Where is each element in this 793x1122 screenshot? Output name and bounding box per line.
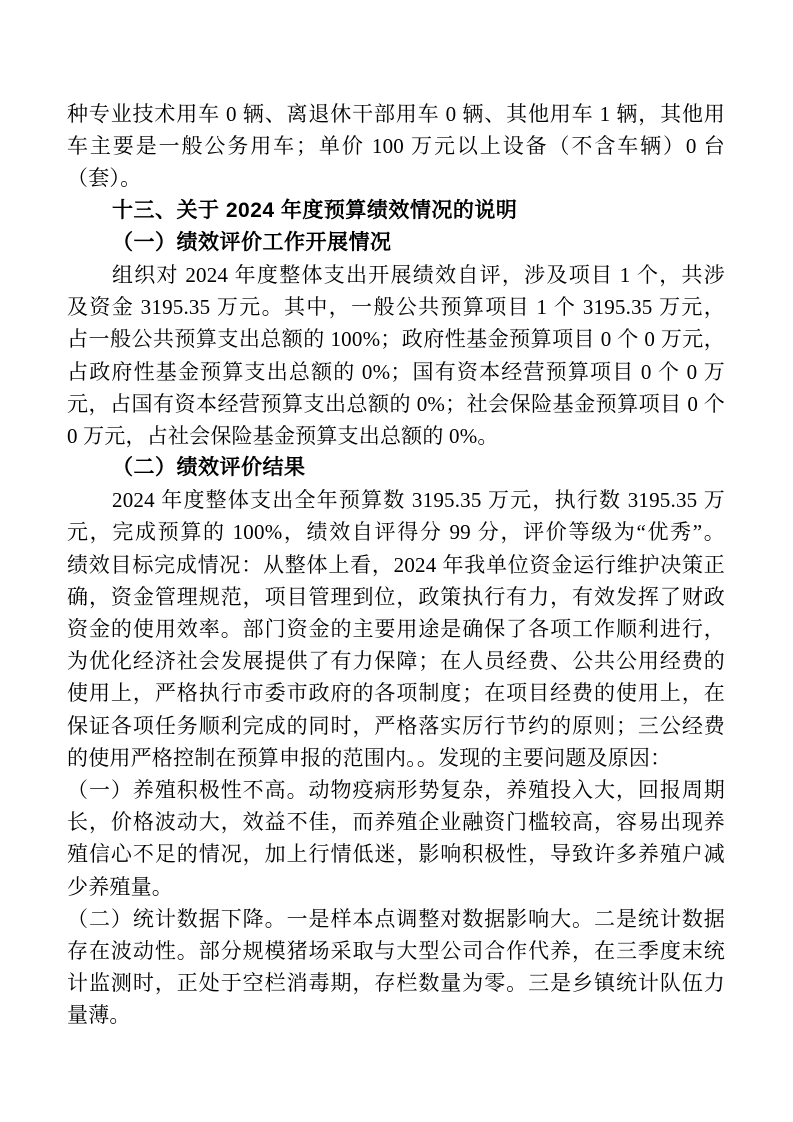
text-line: （一）养殖积极性不高。动物疫病形势复杂，养殖投入大，回报周期 — [67, 777, 725, 802]
text-line: 元，占国有资本经营预算支出总额的 0%；社会保险基金预算项目 0 个 — [67, 391, 725, 416]
text-line: 少养殖量。 — [67, 874, 173, 899]
text-line: 种专业技术用车 0 辆、离退休干部用车 0 辆、其他用车 1 辆，其他用 — [67, 102, 725, 126]
text-line: 保证各项任务顺利完成的同时，严格落实厉行节约的原则；三公经费 — [67, 713, 725, 738]
text-line: 长，价格波动大，效益不佳，而养殖企业融资门槛较高，容易出现养 — [67, 810, 725, 835]
text-line: 0 万元，占社会保险基金预算支出总额的 0%。 — [67, 423, 499, 448]
text-line: 为优化经济社会发展提供了有力保障；在人员经费、公共公用经费的 — [67, 649, 725, 674]
text-line: 占一般公共预算支出总额的 100%；政府性基金预算项目 0 个 0 万元， — [67, 327, 725, 352]
heading-line: 十三、关于 2024 年度预算绩效情况的说明 — [112, 198, 518, 222]
text-block — [67, 98, 725, 1031]
text-line: 确，资金管理规范，项目管理到位，政策执行有力，有效发挥了财政 — [67, 584, 725, 609]
text-line: 占政府性基金预算支出总额的 0%；国有资本经营预算项目 0 个 0 万 — [67, 359, 725, 384]
text-line: 量薄。 — [67, 1003, 131, 1028]
text-line: 组织对 2024 年度整体支出开展绩效自评，涉及项目 1 个，共涉 — [112, 262, 725, 287]
text-line: 使用上，严格执行市委市政府的各项制度；在项目经费的使用上，在 — [67, 681, 725, 706]
text-line: 元，完成预算的 100%，绩效自评得分 99 分，评价等级为“优秀”。 — [67, 520, 725, 545]
text-line: （套）。 — [67, 166, 142, 191]
text-line: 计监测时，正处于空栏消毒期，存栏数量为零。三是乡镇统计队伍力 — [67, 971, 725, 996]
text-line: 绩效目标完成情况：从整体上看，2024 年我单位资金运行维护决策正 — [67, 552, 725, 577]
text-line: 2024 年度整体支出全年预算数 3195.35 万元，执行数 3195.35 万 — [112, 488, 725, 513]
text-line: 及资金 3195.35 万元。其中，一般公共预算项目 1 个 3195.35 万元， — [67, 295, 725, 320]
text-line: 殖信心不足的情况，加上行情低迷，影响积极性，导致许多养殖户减 — [67, 842, 725, 867]
text-line: 存在波动性。部分规模猪场采取与大型公司合作代养，在三季度末统 — [67, 938, 725, 963]
text-line: （二）统计数据下降。一是样本点调整对数据影响大。二是统计数据 — [67, 906, 725, 931]
text-line: 的使用严格控制在预算申报的范围内。。发现的主要问题及原因： — [67, 745, 672, 770]
text-line: 资金的使用效率。部门资金的主要用途是确保了各项工作顺利进行， — [67, 617, 725, 641]
text-line: 车主要是一般公务用车；单价 100 万元以上设备（不含车辆）0 台 — [67, 134, 725, 159]
heading-line: （一）绩效评价工作开展情况 — [112, 230, 392, 254]
heading-line: （二）绩效评价结果 — [112, 456, 306, 480]
